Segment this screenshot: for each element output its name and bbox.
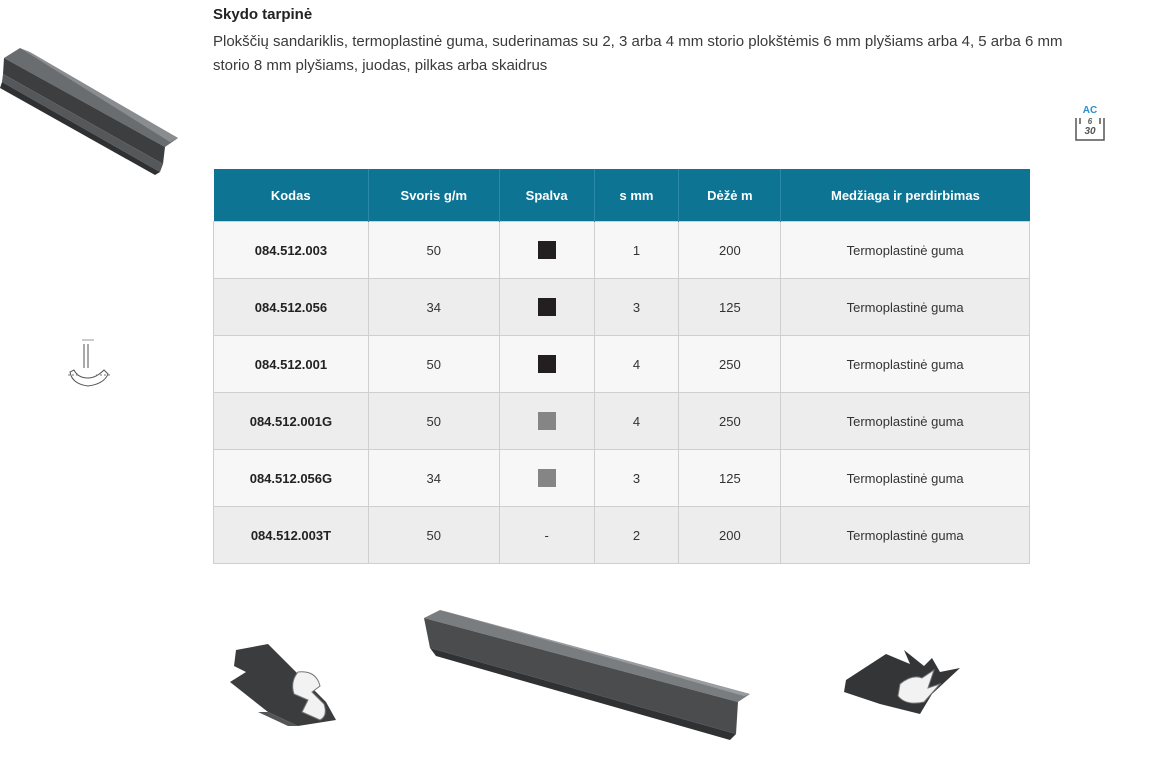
header-thickness: s mm (594, 169, 679, 222)
cell-material: Termoplastinė guma (781, 393, 1030, 450)
ac-rating-badge (1070, 104, 1110, 146)
cell-material: Termoplastinė guma (781, 222, 1030, 279)
cell-thickness: 4 (594, 336, 679, 393)
header-box: Dėžė m (679, 169, 781, 222)
cell-box: 200 (679, 222, 781, 279)
seal-angled-view-image (840, 644, 964, 716)
cell-thickness: 3 (594, 279, 679, 336)
cell-box: 125 (679, 450, 781, 507)
cell-material: Termoplastinė guma (781, 279, 1030, 336)
table-row (214, 450, 1030, 507)
color-swatch (538, 469, 556, 487)
cell-thickness: 4 (594, 393, 679, 450)
color-swatch (538, 412, 556, 430)
color-text: - (544, 527, 549, 543)
cell-code: 084.512.001G (214, 393, 369, 450)
color-swatch (538, 355, 556, 373)
cell-weight: 34 (368, 279, 499, 336)
cell-color (499, 336, 594, 393)
cell-thickness: 1 (594, 222, 679, 279)
cell-material: Termoplastinė guma (781, 336, 1030, 393)
seal-profile-image (0, 42, 182, 177)
cell-color (499, 393, 594, 450)
cell-material: Termoplastinė guma (781, 450, 1030, 507)
cross-section-drawing (64, 338, 114, 392)
table-row (214, 222, 1030, 279)
cell-code: 084.512.003 (214, 222, 369, 279)
cell-box: 250 (679, 393, 781, 450)
cell-weight: 50 (368, 393, 499, 450)
seal-end-view-image (228, 642, 340, 728)
header-weight: Svoris g/m (368, 169, 499, 222)
color-swatch (538, 298, 556, 316)
ac-badge-label: AC (1082, 105, 1098, 116)
cell-color (499, 279, 594, 336)
header-material: Medžiaga ir perdirbimas (781, 169, 1030, 222)
color-swatch (538, 241, 556, 259)
cell-box: 250 (679, 336, 781, 393)
cell-box: 125 (679, 279, 781, 336)
cell-color (499, 222, 594, 279)
cell-weight: 34 (368, 450, 499, 507)
cell-weight: 50 (368, 336, 499, 393)
cell-code: 084.512.001 (214, 336, 369, 393)
table-row (214, 393, 1030, 450)
cell-color (499, 507, 594, 564)
table-header-row (214, 169, 1030, 222)
cell-code: 084.512.056G (214, 450, 369, 507)
specification-table (213, 169, 1030, 564)
cell-code: 084.512.003T (214, 507, 369, 564)
product-description: Plokščių sandariklis, termoplastinė guma, suderinamas su 2, 3 arba 4 mm storio plokštėmis 6 mm plyšiams arba 4, 5 arba 6 mm storio 8 mm plyšiams, juodas, pilkas arba skaidrus (213, 33, 1063, 74)
cell-color (499, 450, 594, 507)
cell-weight: 50 (368, 222, 499, 279)
cell-weight: 50 (368, 507, 499, 564)
cell-code: 084.512.056 (214, 279, 369, 336)
table-row (214, 336, 1030, 393)
ac-badge-number-bottom: 30 (1084, 126, 1096, 137)
cell-thickness: 3 (594, 450, 679, 507)
seal-long-profile-image (420, 606, 754, 742)
table-row (214, 279, 1030, 336)
cell-material: Termoplastinė guma (781, 507, 1030, 564)
cell-thickness: 2 (594, 507, 679, 564)
cell-box: 200 (679, 507, 781, 564)
table-row (214, 507, 1030, 564)
header-code: Kodas (214, 169, 369, 222)
header-color: Spalva (499, 169, 594, 222)
ac-badge-number-top: 6 (1087, 117, 1093, 126)
product-title: Skydo tarpinė (213, 6, 313, 23)
